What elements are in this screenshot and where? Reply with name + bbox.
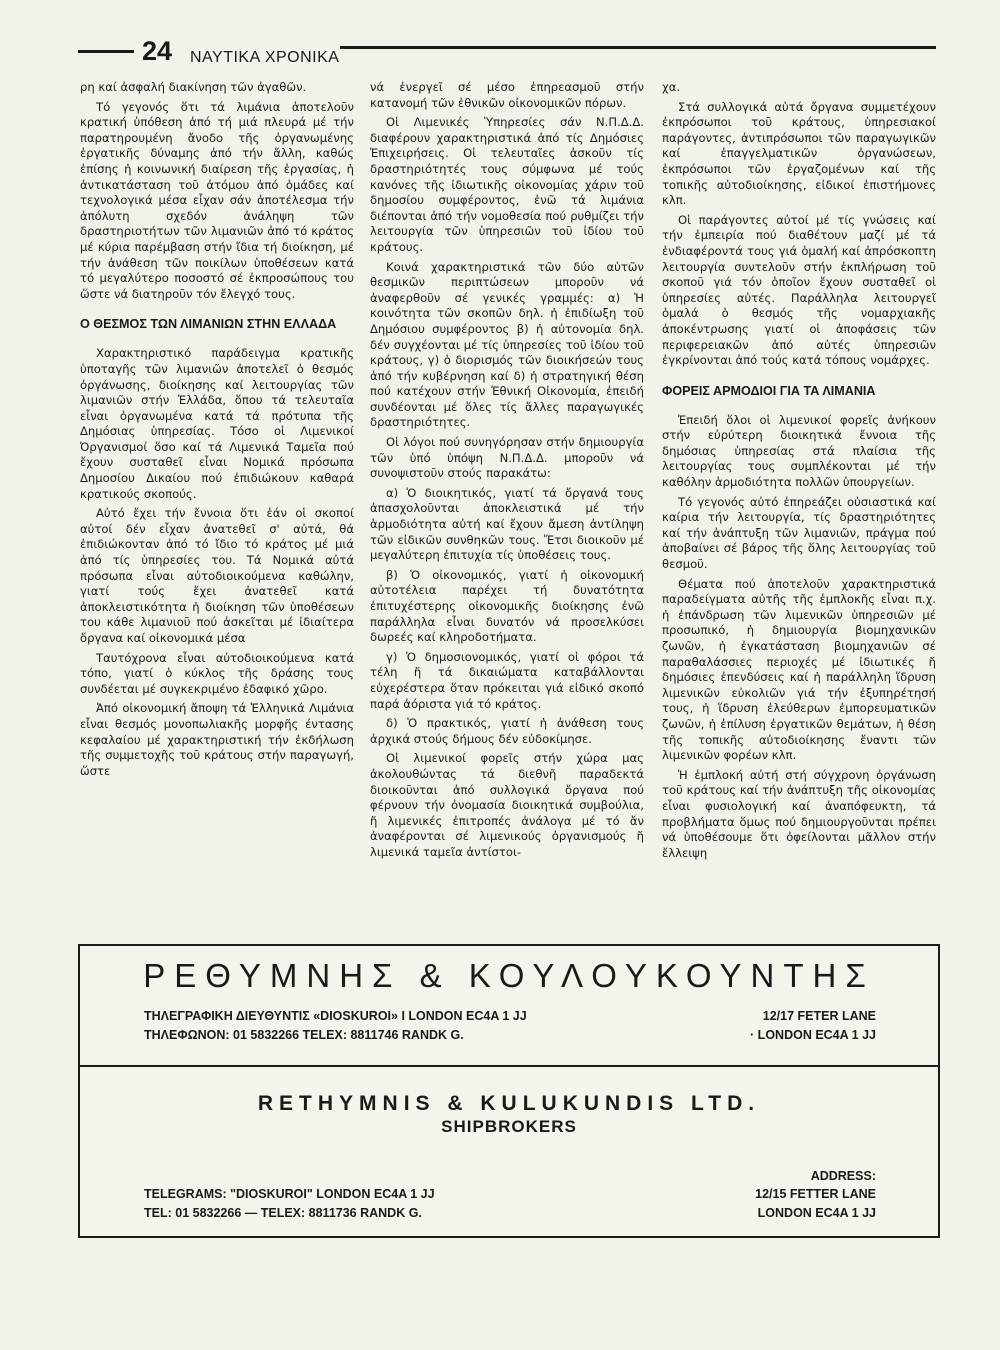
ad-divider: [80, 1065, 938, 1067]
paragraph: Τό γεγονός αὐτό ἐπηρεάζει οὐσιαστικά καί καίρια τήν λειτουργία, τίς δραστηριότητες καί τήν ἀνάπτυξη τῶν λιμανιῶν, πράγμα πού ἀποβαίνει σέ βάρος τῆς ὅλης λειτουργίας τοῦ θεσμοῦ.: [662, 494, 936, 572]
paragraph: δ) Ὁ πρακτικός, γιατί ἡ ἀνάθεση τους ἀρχικά στούς δήμους δέν εὐδοκίμησε.: [370, 716, 644, 746]
paragraph: Οἱ λιμενικοί φορεῖς στήν χώρα μας ἀκολουθώντας τά διεθνῆ παραδεκτά διοικοῦνται ἀπό συλλογικά ὄργανα πού φέρνουν τήν ὀνομασία διοικητικά συμβούλια, ἤ λιμενικές ἐπιτροπές ἀνάλογα μέ τό ἄν ἀναφέρονται σέ λιμενικούς ὀργανισμούς ἤ λιμενικά ταμεῖα ἀντίστοι-: [370, 751, 644, 859]
paragraph: Αὐτό ἔχει τήν ἔννοια ὅτι ἐάν οἱ σκοποί αὐτοί δέν εἶχαν ἀνατεθεῖ σ' αὐτά, θά ἐπιδιώκονταν ἀπό τό ἴδιο τό κράτος μέ μιά ἀπό τίς ὑπηρεσίες του. Τά Νομικά αὐτά πρόσωπα εἶναι αὐτοδιοικούμενα καθώλην, γιατί τούς ἔχει ἀνατεθεῖ κατά ἀποκλειστικότητα ἡ διοίκηση τῶν ὑποθέσεων του κάθε λιμανιοῦ πού ἀσκεῖται μέ ἰδιαίτερα ὄργανα καί οἰκονομικά μέσα: [80, 506, 354, 645]
publication-title: ΝΑΥΤΙΚΑ ΧΡΟΝΙΚΑ: [190, 49, 340, 66]
section-heading: ΦΟΡΕΙΣ ΑΡΜΟΔΙΟΙ ΓΙΑ ΤΑ ΛΙΜΑΝΙΑ: [662, 383, 876, 398]
ad-address-line-1: 12/15 FETTER LANE: [755, 1187, 876, 1201]
paragraph: α) Ὁ διοικητικός, γιατί τά ὄργανά τους ἀπασχολοῦνται ἀποκλειστικά μέ τήν ἁρμοδιότητα αὐτή καί ἔχουν ἄμεση ἀντίληψη τῶν εἰδικῶν συνθηκῶν τους. Ἔτσι διοικοῦν μέ μεγαλύτερη ἐπιτυχία τίς ὑποθέσεις τους.: [370, 485, 644, 563]
paragraph: Οἱ Λιμενικές Ὑπηρεσίες σάν Ν.Π.Δ.Δ. διαφέρουν χαρακτηριστικά ἀπό τίς Δημόσιες Ἐπιχειρήσεις. Οἱ τελευταῖες ἀσκοῦν τίς δραστηριότητές τους σύμφωνα μέ τούς κανόνες τῆς ἰδιωτικῆς οἰκονομίας χάριν τοῦ δημοσίου συμφέροντος, ἐνῶ τά λιμάνια διέπονται ἀπό τήν νομοθεσία πού ρυθμίζει τήν λειτουργία τῶν ὑπηρεσιῶν τοῦ ἰδίου τοῦ κράτους.: [370, 115, 644, 254]
page-number: 24: [142, 36, 173, 66]
article-column-1: [80, 80, 354, 938]
ad-phone-telex: TEL: 01 5832266 — TELEX: 8811736 RANDK G.: [144, 1206, 422, 1220]
header-rule-right: [340, 46, 936, 49]
paragraph: Οἱ λόγοι πού συνηγόρησαν στήν δημιουργία τῶν ὑπό ὑπόψη Ν.Π.Δ.Δ. μποροῦν νά συνοψιστοῦν στούς παρακάτω:: [370, 435, 644, 481]
paragraph: ρη καί ἀσφαλή διακίνηση τῶν ἀγαθῶν.: [80, 80, 307, 94]
ad-address-line-2: LONDON EC4A 1 JJ: [757, 1206, 876, 1220]
paragraph: β) Ὁ οἰκονομικός, γιατί ἡ οἰκονομική αὐτοτέλεια παρέχει τή δυνατότητα ἐπιτυχέστερης οἰκονομικῆς διοίκησης ἐνῶ παράλληλα εἶναι δυνατόν νά προσελκύσει δωρεές καί κληροδοτήματα.: [370, 567, 644, 645]
paragraph: νά ἐνεργεῖ σέ μέσο ἐπηρεασμοῦ στήν κατανομή τῶν ἐθνικῶν οἰκονομικῶν πόρων.: [370, 80, 644, 110]
paragraph: Τό γεγονός ὅτι τά λιμάνια ἀποτελοῦν κρατική ὑπόθεση ἀπό τή μιά πλευρά μέ τήν παρατηρουμένη ἄνοδο τῆς ὀργανωμένης ἐργατικῆς δύναμης ἀπό τήν ἄλλη, καθώς ἐπίσης ἡ κοινωνική διαίρεση τῆς ἐργασίας, ἡ ἀντικατάσταση τοῦ ἀτόμου ἀπό ὁμάδες καί τεχνολογικά μέσα εἶχαν σάν ἀποτέλεσμα τήν ἀπόλυτη σχεδόν ἀνάληψη τῶν δραστηριοτήτων τῶν λιμανιῶν ἀπό τό κράτος μέ κύρια παρέμβαση στήν ἴδια τή διοίκηση, μέ τήν ἀνάθεση τῶν ποικίλων ὑποθέσεων κατά τό μεγαλύτερο ποσοστό σέ ἐκπροσώπους του ὥστε νά διατηροῦν τόν ἔλεγχό τους.: [80, 99, 354, 301]
ad-greek-company-name: ΡΕΘΥΜΝΗΣ & ΚΟΥΛΟΥΚΟΥΝΤΗΣ: [143, 957, 875, 994]
ad-telegrams: TELEGRAMS: "DIOSKUROI" LONDON EC4A 1 JJ: [144, 1187, 435, 1201]
paragraph: γ) Ὁ δημοσιονομικός, γιατί οἱ φόροι τά τέλη ἤ τά δικαιώματα καταβάλλονται εὐχερέστερα ὅταν πρόκειται γιά εἰδικό σκοπό παρά ἀόριστα γιά τό κράτος.: [370, 649, 644, 711]
paragraph: χα.: [662, 80, 681, 94]
ad-address-label: ADDRESS:: [810, 1169, 876, 1183]
paragraph: Θέματα πού ἀποτελοῦν χαρακτηριστικά παραδείγματα αὐτῆς τῆς ἐμπλοκῆς εἶναι π.χ. ἡ ἐπάνδρωση τῶν λιμενικῶν ὑπηρεσιῶν μέ προσωπικό, ἡ δημιουργία βιομηχανικῶν ζωνῶν, ἡ ἐγκατάσταση βιομηχανιῶν σέ παραθαλάσσιες περιοχές μέ ἰδιωτικές ἤ δημόσιες ἐπενδύσεις καί ἡ παράλληλη ἵδρυση λιμενικῶν εὐκολιῶν γιά τήν ἐξυπηρέτησή τους, ἡ ἵδρυση ἐλεύθερων ἐμπορευματικῶν ζωνῶν, ἡ ἐπίλυση ἐργατικῶν θεμάτων, ἡ θέση τῆς τοπικῆς αὐτοδιοίκησης ἔναντι τῶν λιμενικῶν φορέων κλπ.: [662, 576, 936, 763]
page-header: [78, 36, 936, 70]
paragraph: Ἡ ἐμπλοκή αὐτή στή σύγχρονη ὀργάνωση τοῦ κράτους καί τήν ἀνάπτυξη τῆς οἰκονομίας εἶναι φυσιολογική καί ἀναπόφευκτη, τά προβλήματα ὅμως πού δημιουργοῦνται πρέπει νά ὑποθέσουμε ὅτι ὀφείλονται μᾶλλον στήν ἔλλειψη: [662, 767, 936, 860]
ad-greek-address-line-2: · LONDON EC4A 1 JJ: [750, 1028, 876, 1042]
paragraph: Ἀπό οἰκονομική ἄποψη τά Ἑλληνικά Λιμάνια εἶναι θεσμός μονοπωλιακῆς μορφῆς έντασης κεφαλαίου μέ χαρακτηριστική τήν ἐκδήλωση τῆς συμμετοχῆς τοῦ κράτους στήν παραγωγή, ὥστε: [80, 701, 354, 778]
paragraph: Ταυτόχρονα εἶναι αὐτοδιοικούμενα κατά τόπο, γιατί ὁ κύκλος τῆς δράσης τους συνδέεται μέ συγκεκριμένο ἐδαφικό χῶρο.: [80, 650, 354, 696]
article-column-3: [662, 80, 936, 938]
paragraph: Χαρακτηριστικό παράδειγμα κρατικῆς ὑποταγῆς τῶν λιμανιῶν ἀποτελεῖ ὁ θεσμός ὀργάνωσης, διοίκησης καί λειτουργίας τῶν λιμανιῶν στήν Ἑλλάδα, ὅπου τά τελευταῖα εἶναι ὀργανωμένα κατά τά πρότυπα τῆς Δημόσιας ὑπηρεσίας. Τόσο οἱ Λιμενικοί Ὀργανισμοί ὅσο καί τά Λιμενικά Ταμεῖα πού ἔχουν συσταθεῖ εἶναι Νομικά πρόσωπα Δημοσίου Δικαίου πού ἐπιδιώκουν καθαρά κρατικούς σκοπούς.: [80, 346, 354, 501]
ad-greek-phone: ΤΗΛΕΦΩΝΟΝ: 01 5832266 TELEX: 8811746 RANDK G.: [144, 1028, 464, 1042]
section-heading: Ο ΘΕΣΜΟΣ ΤΩΝ ΛΙΜΑΝΙΩΝ ΣΤΗΝ ΕΛΛΑΔΑ: [80, 317, 337, 332]
ad-greek-telegraph: ΤΗΛΕΓΡΑΦΙΚΗ ΔΙΕΥΘΥΝΤΙΣ «DIOSKUROI» I LONDON EC4A 1 JJ: [144, 1009, 527, 1023]
ad-latin-company-name: RETHYMNIS & KULUKUNDIS LTD.: [257, 1092, 761, 1115]
paragraph: Στά συλλογικά αὐτά ὄργανα συμμετέχουν ἐκπρόσωποι τοῦ κράτους, ὑπηρεσιακοί παράγοντες, ἀντιπρόσωποι τῶν παραγωγικῶν καί ἐπαγγελματικῶν ὀργανώσεων, ἐκπρόσωποι τῶν ἐργαζομένων καί τῆς τοπικῆς αὐτοδιοίκησης, εἰδικοί ἐπιστήμονες κλπ.: [662, 99, 936, 208]
article-column-2: [370, 80, 644, 938]
ad-greek-address-line-1: 12/17 FETER LANE: [762, 1009, 876, 1023]
ad-company-type: SHIPBROKERS: [441, 1117, 577, 1136]
shipbroker-advertisement: [78, 944, 940, 1238]
paragraph: Οἱ παράγοντες αὐτοί μέ τίς γνώσεις καί τήν ἐμπειρία πού διαθέτουν μαζί μέ τά ἐνδιαφέροντά τους γιά ὁμαλή καί ἀπρόσκοπτη λειτουργία συντελοῦν στήν ἐκπλήρωση τοῦ σκοποῦ γιά τόν ὁποῖον ἔχουν συσταθεῖ οἱ ὑπηρεσίες αὐτές. Παράλληλα λειτουργεῖ ὁμαλά ὁ θεσμός τῆς νομαρχιακῆς ἀποκέντρωσης γιατί οἱ ἀποφάσεις τῶν περιφερειακῶν ἀπό αὐτές ὑπηρεσιῶν ἐγκρίνονται ἀπό τούς κατά τόπους νομάρχες.: [662, 212, 936, 368]
paragraph: Ἐπειδή ὅλοι οἱ λιμενικοί φορεῖς ἀνήκουν στήν εὐρύτερη διοικητικά ἔννοια τῆς δημόσιας ὑπηρεσίας στά πλαίσια τῆς λειτουργίας τους συμπλέκονται μέ τήν καθόλην ἁρμοδιότητα πολλῶν ὑπουργείων.: [662, 412, 936, 490]
header-rule-left: [78, 50, 134, 53]
paragraph: Κοινά χαρακτηριστικά τῶν δύο αὐτῶν θεσμικῶν περιπτώσεων μποροῦν νά ἀναφερθοῦν σέ γενικές γραμμές: α) Ἡ κοινότητα τῶν σκοπῶν δηλ. ἡ ἐπιδίωξη τοῦ Δημόσιου συμφέροντος β) ἡ αὐτονομία δηλ. δέν συγχέονται μέ τίς ὑπηρεσίες τοῦ ἰδίου τοῦ κράτους, γ) ὁ διορισμός τῶν διοικήσεών τους ἀπό τήν κυβέρνηση καί δ) ἡ στρατηγική θέση πού κατέχουν στήν Ἐθνική Οἰκονομία, ἐπειδή συνδέονται μέ ὅλες τίς ἄλλες παραγωγικές δραστηριότητες.: [370, 259, 644, 430]
